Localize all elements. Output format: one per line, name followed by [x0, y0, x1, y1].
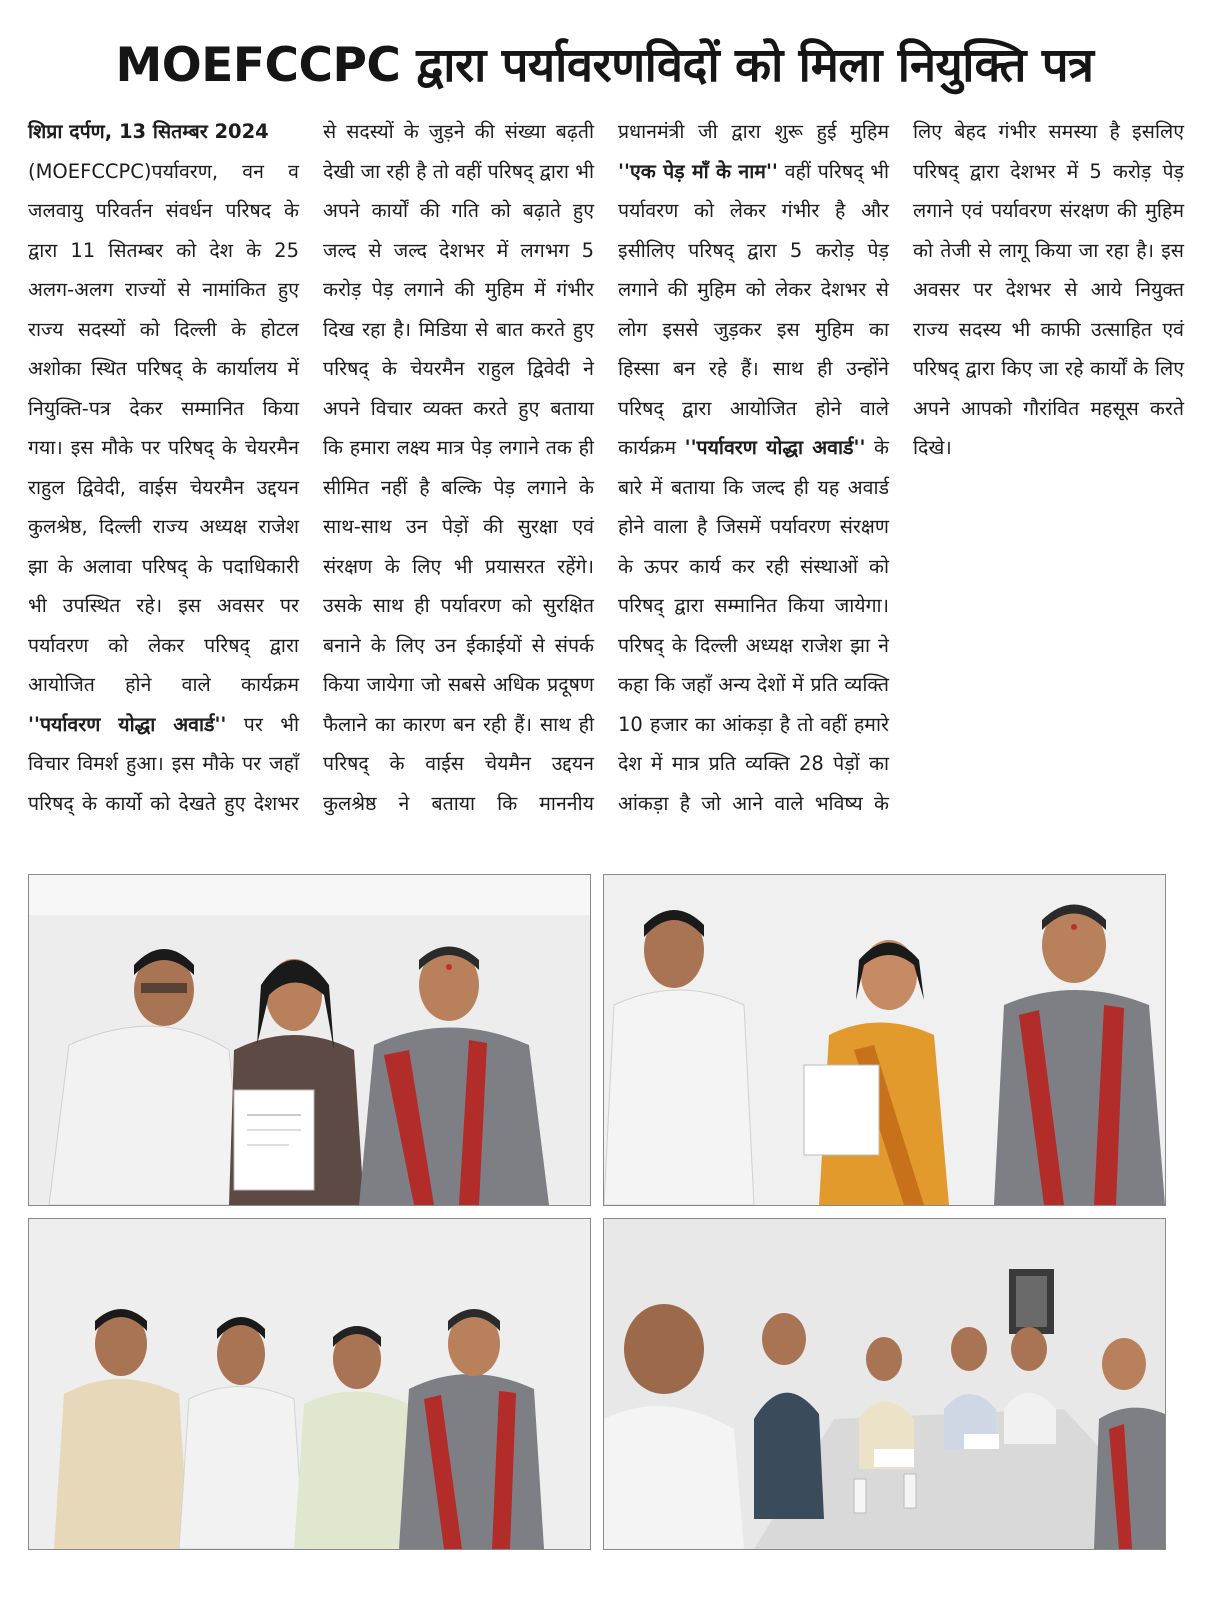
photo-illustration — [604, 1219, 1165, 1549]
photo-certificate-handover-1 — [28, 874, 591, 1206]
campaign-name: ''एक पेड़ माँ के नाम'' — [618, 159, 778, 183]
photo-illustration — [29, 1219, 590, 1549]
article-text-3: वहीं परिषद् भी पर्यावरण को लेकर गंभीर है और इसीलिए परिषद् द्वारा 5 करोड़ पेड़ लगाने की मुहिम को लेकर देशभर से लोग इससे जुड़कर इस मुहिम का हिस्सा बन रहे हैं। साथ ही उन्होंने परिषद् द्वारा आयोजित होने वाले कार्यक्रम — [618, 159, 889, 459]
article-text-4: के बारे में बताया कि जल्द ही यह अवार्ड होने वाला है जिसमें पर्यावरण संरक्षण के ऊपर कार्य कर रही संस्थाओं को परिषद् द्वारा सम्मानित किया जायेगा। परिषद् के दिल्ली अध्यक्ष राजेश झा ने कहा कि जहाँ अन्य देशों में प्रति व्यक्ति 10 हजार का आंकड़ा है तो वहीं हमारे देश में मात्र प्रति व्यक्ति 28 पेड़ों का आंकड़ा है जो आने वाले भविष्य के लिए बेहद गंभीर समस्या है इसलिए परिषद् द्वारा देशभर में 5 करोड़ पेड़ लगाने एवं पर्यावरण संरक्षण की मुहिम को तेजी से लागू किया जा रहा है। इस अवसर पर देशभर से आये नियुक्त राज्य सदस्य भी काफी उत्साहित एवं परिषद् द्वारा किए जा रहे कार्यों के लिए अपने आपको गौरांवित महसूस करते दिखे। — [618, 120, 1184, 815]
award-name-2: ''पर्यावरण योद्धा अवार्ड'' — [684, 436, 866, 459]
photo-certificate-handover-2 — [603, 874, 1166, 1206]
article-text-1: (MOEFCCPC)पर्यावरण, वन व जलवायु परिवर्तन संवर्धन परिषद के द्वारा 11 सितम्बर को देश के 25 अलग-अलग राज्यों से नामांकित हुए राज्य सदस्यों को दिल्ली के होटल अशोका स्थित परिषद् के कार्यालय में नियुक्ति-पत्र देकर सम्मानित किया गया। इस मौके पर परिषद् के चेयरमैन राहुल द्विवेदी, वाईस चेयरमैन उद्दयन कुलश्रेष्ठ, दिल्ली राज्य अध्यक्ष राजेश झा के अलावा परिषद् के पदाधिकारी भी उपस्थित रहे। इस अवसर पर पर्यावरण को लेकर परिषद् द्वारा आयोजित होने वाले कार्यक्रम — [28, 159, 299, 696]
article-body — [28, 112, 1184, 862]
dateline: शिप्रा दर्पण, 13 सितम्बर 2024 — [28, 120, 269, 143]
photo-group-four-men — [28, 1218, 591, 1550]
headline: MOEFCCPC द्वारा पर्यावरणविदों को मिला नियुक्ति पत्र — [115, 38, 1094, 93]
photo-illustration — [29, 875, 590, 1205]
article-paragraph — [28, 112, 1184, 862]
award-name-1: ''पर्यावरण योद्धा अवार्ड'' — [28, 712, 227, 736]
article-text-2: पर भी विचार विमर्श हुआ। इस मौके पर जहाँ परिषद् के कार्यो को देखते हुए देशभर से सदस्यों के जुड़ने की संख्या बढ़ती देखी जा रही है तो वहीं परिषद् द्वारा भी अपने कार्यों की गति को बढ़ाते हुए जल्द से जल्द देशभर में लगभग 5 करोड़ पेड़ लगाने की मुहिम में गंभीर दिख रहा है। मिडिया से बात करते हुए परिषद् के चेयरमैन राहुल द्विवेदी ने अपने विचार व्यक्त करते हुए बताया कि हमारा लक्ष्य मात्र पेड़ लगाने तक ही सीमित नहीं है बल्कि पेड़ लगाने के साथ-साथ उन पेड़ों की सुरक्षा एवं संरक्षण के लिए भी प्रयासरत रहेंगे। उसके साथ ही पर्यावरण को सुरक्षित बनाने के लिए उन ईकाईयों से संपर्क किया जायेगा जो सबसे अधिक प्रदूषण फैलाने का कारण बन रही हैं। साथ ही परिषद् के वाईस चेयमैन उद्दयन कुलश्रेष्ठ ने बताया कि माननीय प्रधानमंत्री जी द्वारा शुरू हुई मुहिम — [28, 120, 889, 815]
photo-meeting-room — [603, 1218, 1166, 1550]
photo-illustration — [604, 875, 1165, 1205]
